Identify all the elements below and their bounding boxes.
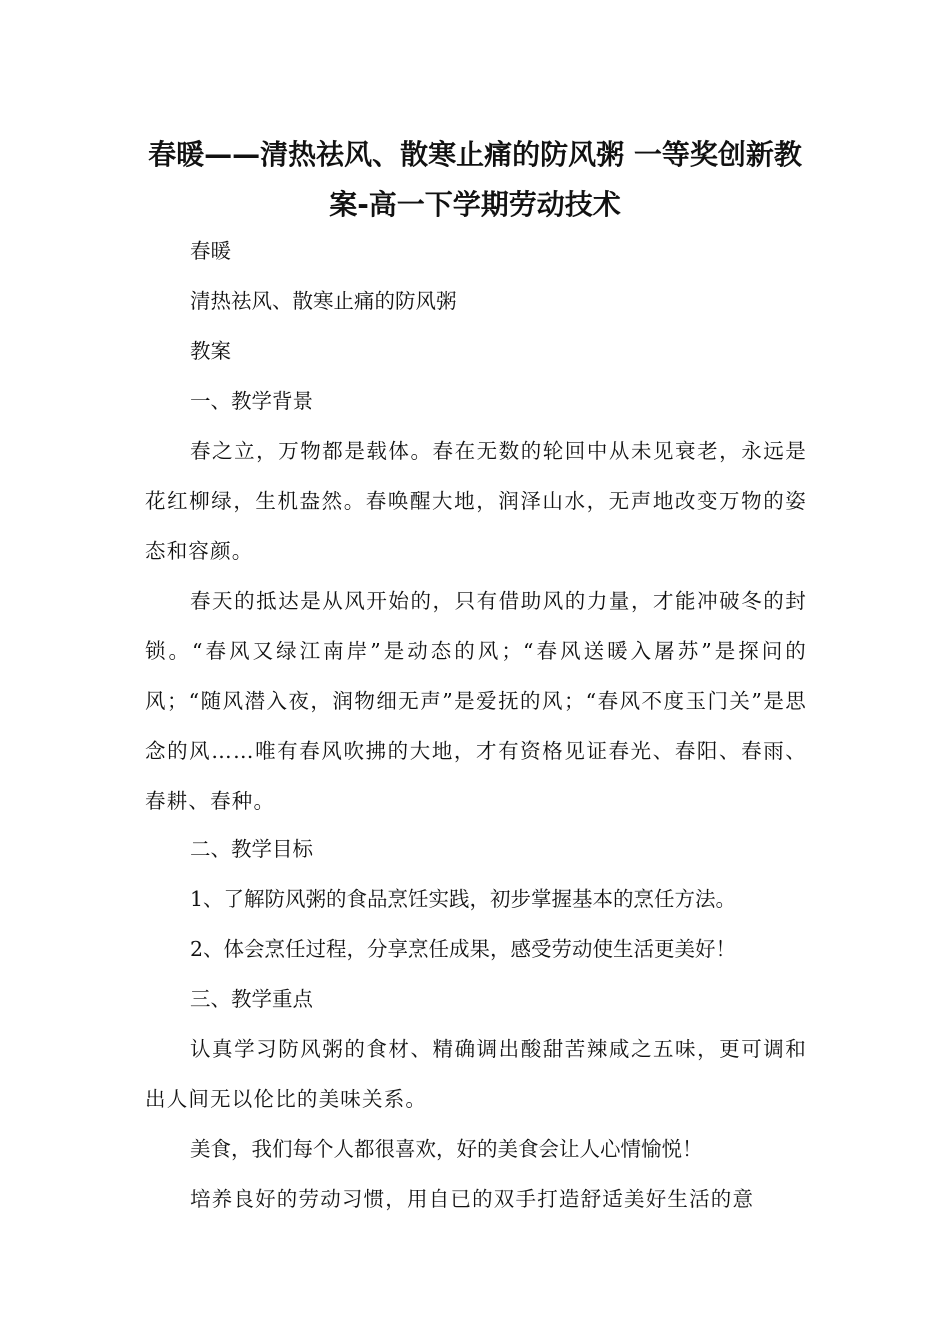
- section-3-paragraph-3: 培养良好的劳动习惯，用自已的双手打造舒适美好生活的意: [190, 1187, 755, 1211]
- title-line-2: 案-高一下学期劳动技术: [329, 188, 621, 221]
- heading-jiaoan: 教案: [190, 339, 231, 363]
- section-2-heading: 二、教学目标: [190, 837, 313, 861]
- section-3-line-2: 美食，我们每个人都很喜欢，好的美食会让人心情愉悦！: [190, 1137, 703, 1161]
- section-1-paragraph-2: 春天的抵达是从风开始的，只有借助风的力量，才能冲破冬的封锁。“春风又绿江南岸”是动态的风；“春风送暖入屠苏”是探问的风；“随风潜入夜，润物细无声”是爱抚的风；“春风不度玉门关”是思念的风……唯有春风吹拂的大地，才有资格见证春光、春阳、春雨、春耕、春种。: [145, 589, 807, 813]
- heading-subtitle: 清热祛风、散寒止痛的防风粥: [190, 289, 457, 313]
- document-title: [140, 130, 810, 230]
- heading-chunnuan: 春暖: [190, 239, 231, 263]
- section-2-item-1: 1、了解防风粥的食品烹饪实践，初步掌握基本的烹任方法。: [190, 887, 737, 911]
- section-1-paragraph-1: 春之立，万物都是载体。春在无数的轮回中从未见衰老，永远是花红柳绿，生机盎然。春唤醒大地，润泽山水，无声地改变万物的姿态和容颜。: [145, 439, 807, 563]
- section-3-paragraph-1: 认真学习防风粥的食材、精确调出酸甜苦辣咸之五味，更可调和出人间无以伦比的美味关系。: [145, 1037, 807, 1111]
- section-2-item-2: 2、体会烹任过程，分享烹任成果，感受劳动使生活更美好！: [190, 937, 737, 961]
- section-1-heading: 一、教学背景: [190, 389, 313, 413]
- title-line-1: 春暖——清热祛风、散寒止痛的防风粥 一等奖创新教: [148, 138, 802, 171]
- section-3-heading: 三、教学重点: [190, 987, 313, 1011]
